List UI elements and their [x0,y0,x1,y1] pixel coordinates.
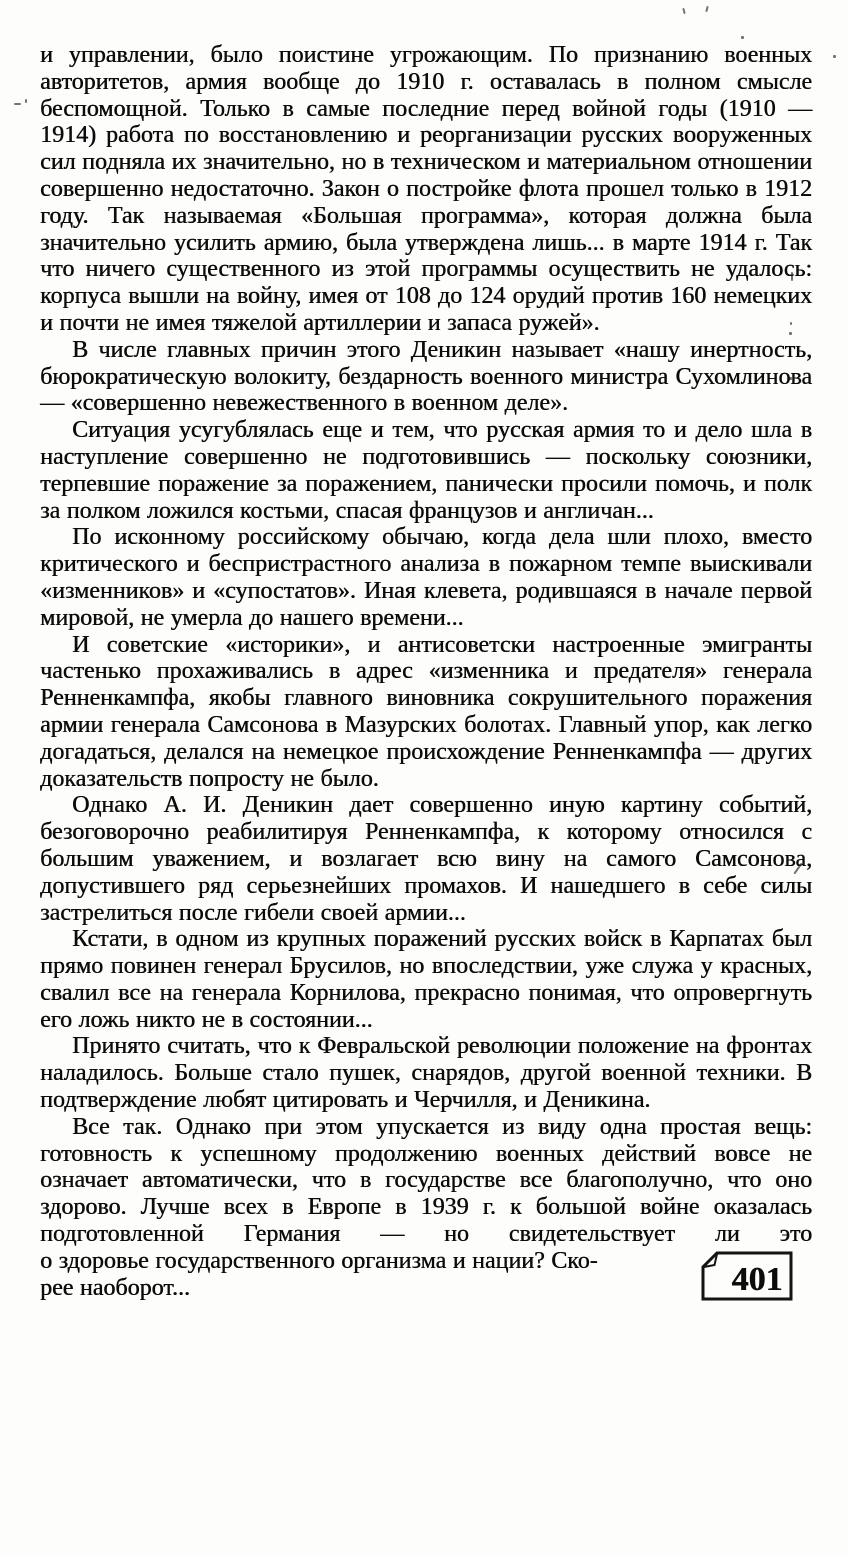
closing-line: рее наоборот... [40,1274,190,1301]
paragraph: Принято считать, что к Февральской революции положение на фронтах наладилось. Больше стало пушек, снарядов, другой военной техники. В подтверждение любят цитировать и Черчилля, и Деникина. [40,1033,812,1114]
paragraph: По исконному российскому обычаю, когда дела шли плохо, вместо критического и беспристрастного анализа в пожарном темпе выискивали «изменников» и «супостатов». Иная клевета, родившаяся в начале первой мировой, не умерла до нашего времени... [40,524,812,631]
scan-noise-speck [741,36,744,39]
paragraph: Ситуация усугублялась еще и тем, что русская армия то и дело шла в наступление совершенно не подготовившись — поскольку союзники, терпевшие поражение за поражением, панически просили помочь, и полк за полком ложился костьми, спасая французов и англичан... [40,417,812,524]
paragraph: В числе главных причин этого Деникин называет «нашу инертность, бюрократическую волокиту, бездарность военного министра Сухомлинова — «совершенно невежественного в военном деле». [40,336,812,417]
page-number: 401 [731,1260,783,1298]
paragraph: Однако А. И. Деникин дает совершенно иную картину событий, безоговорочно реабилитируя Ренненкампфа, к которому относился с большим уважением, и возлагает всю вину на самого Самсонова, допустившего ряд серьезнейших промахов. И нашедшего в себе силы застрелиться после гибели своей армии... [40,792,812,926]
paragraph: И советские «историки», и антисоветски настроенные эмигранты частенько прохаживались в адрес «изменника и предателя» генерала Ренненкампфа, якобы главного виновника сокрушительного поражения армии генерала Самсонова в Мазурских болотах. Главный упор, как легко догадаться, делался на немецкое происхождение Ренненкампфа — других доказательств попросту не было. [40,631,812,792]
paragraph: Кстати, в одном из крупных поражений русских войск в Карпатах был прямо повинен генерал Брусилов, но впоследствии, уже служа у красных, свалил все на генерала Корнилова, прекрасно понимая, что опровергнуть его ложь никто не в состоянии... [40,926,812,1033]
closing-lines [40,1248,812,1302]
scan-noise-speck [14,103,21,105]
paragraph: и управлении, было поистине угрожающим. По признанию военных авторитетов, армия вообще до 1910 г. оставалась в полном смысле беспомощной. Только в самые последние перед войной годы (1910 — 1914) работа по восстановлению и реорганизации русских вооруженных сил подняла их значительно, но в техническом и материальном отношении совершенно недостаточно. Закон о постройке флота прошел только в 1912 году. Так называемая «Большая программа», которая должна была значительно усилить армию, была утверждена лишь... в марте 1914 г. Так что ничего существенного из этой программы осуществить не удалось: корпуса вышли на войну, имея от 108 до 124 орудий против 160 немецких и почти не имея тяжелой артиллерии и запаса ружей». [40,42,812,336]
paragraph: Все так. Однако при этом упускается из виду одна простая вещь: готовность к успешному продолжению военных действий вовсе не означает автоматически, что в государстве все благополучно, что оно здорово. Лучше всех в Европе в 1939 г. к большой войне оказалась подготовленной Германия — но свидетельствует ли это [40,1113,812,1248]
scan-noise-speck [705,6,708,12]
text-column [40,42,812,1301]
scan-noise-speck [682,8,685,14]
scan-noise-speck [25,99,27,103]
closing-line: о здоровье государственного организма и нации? Ско- [40,1247,598,1274]
page-number-badge [700,1250,794,1302]
scan-noise-speck [833,55,836,58]
